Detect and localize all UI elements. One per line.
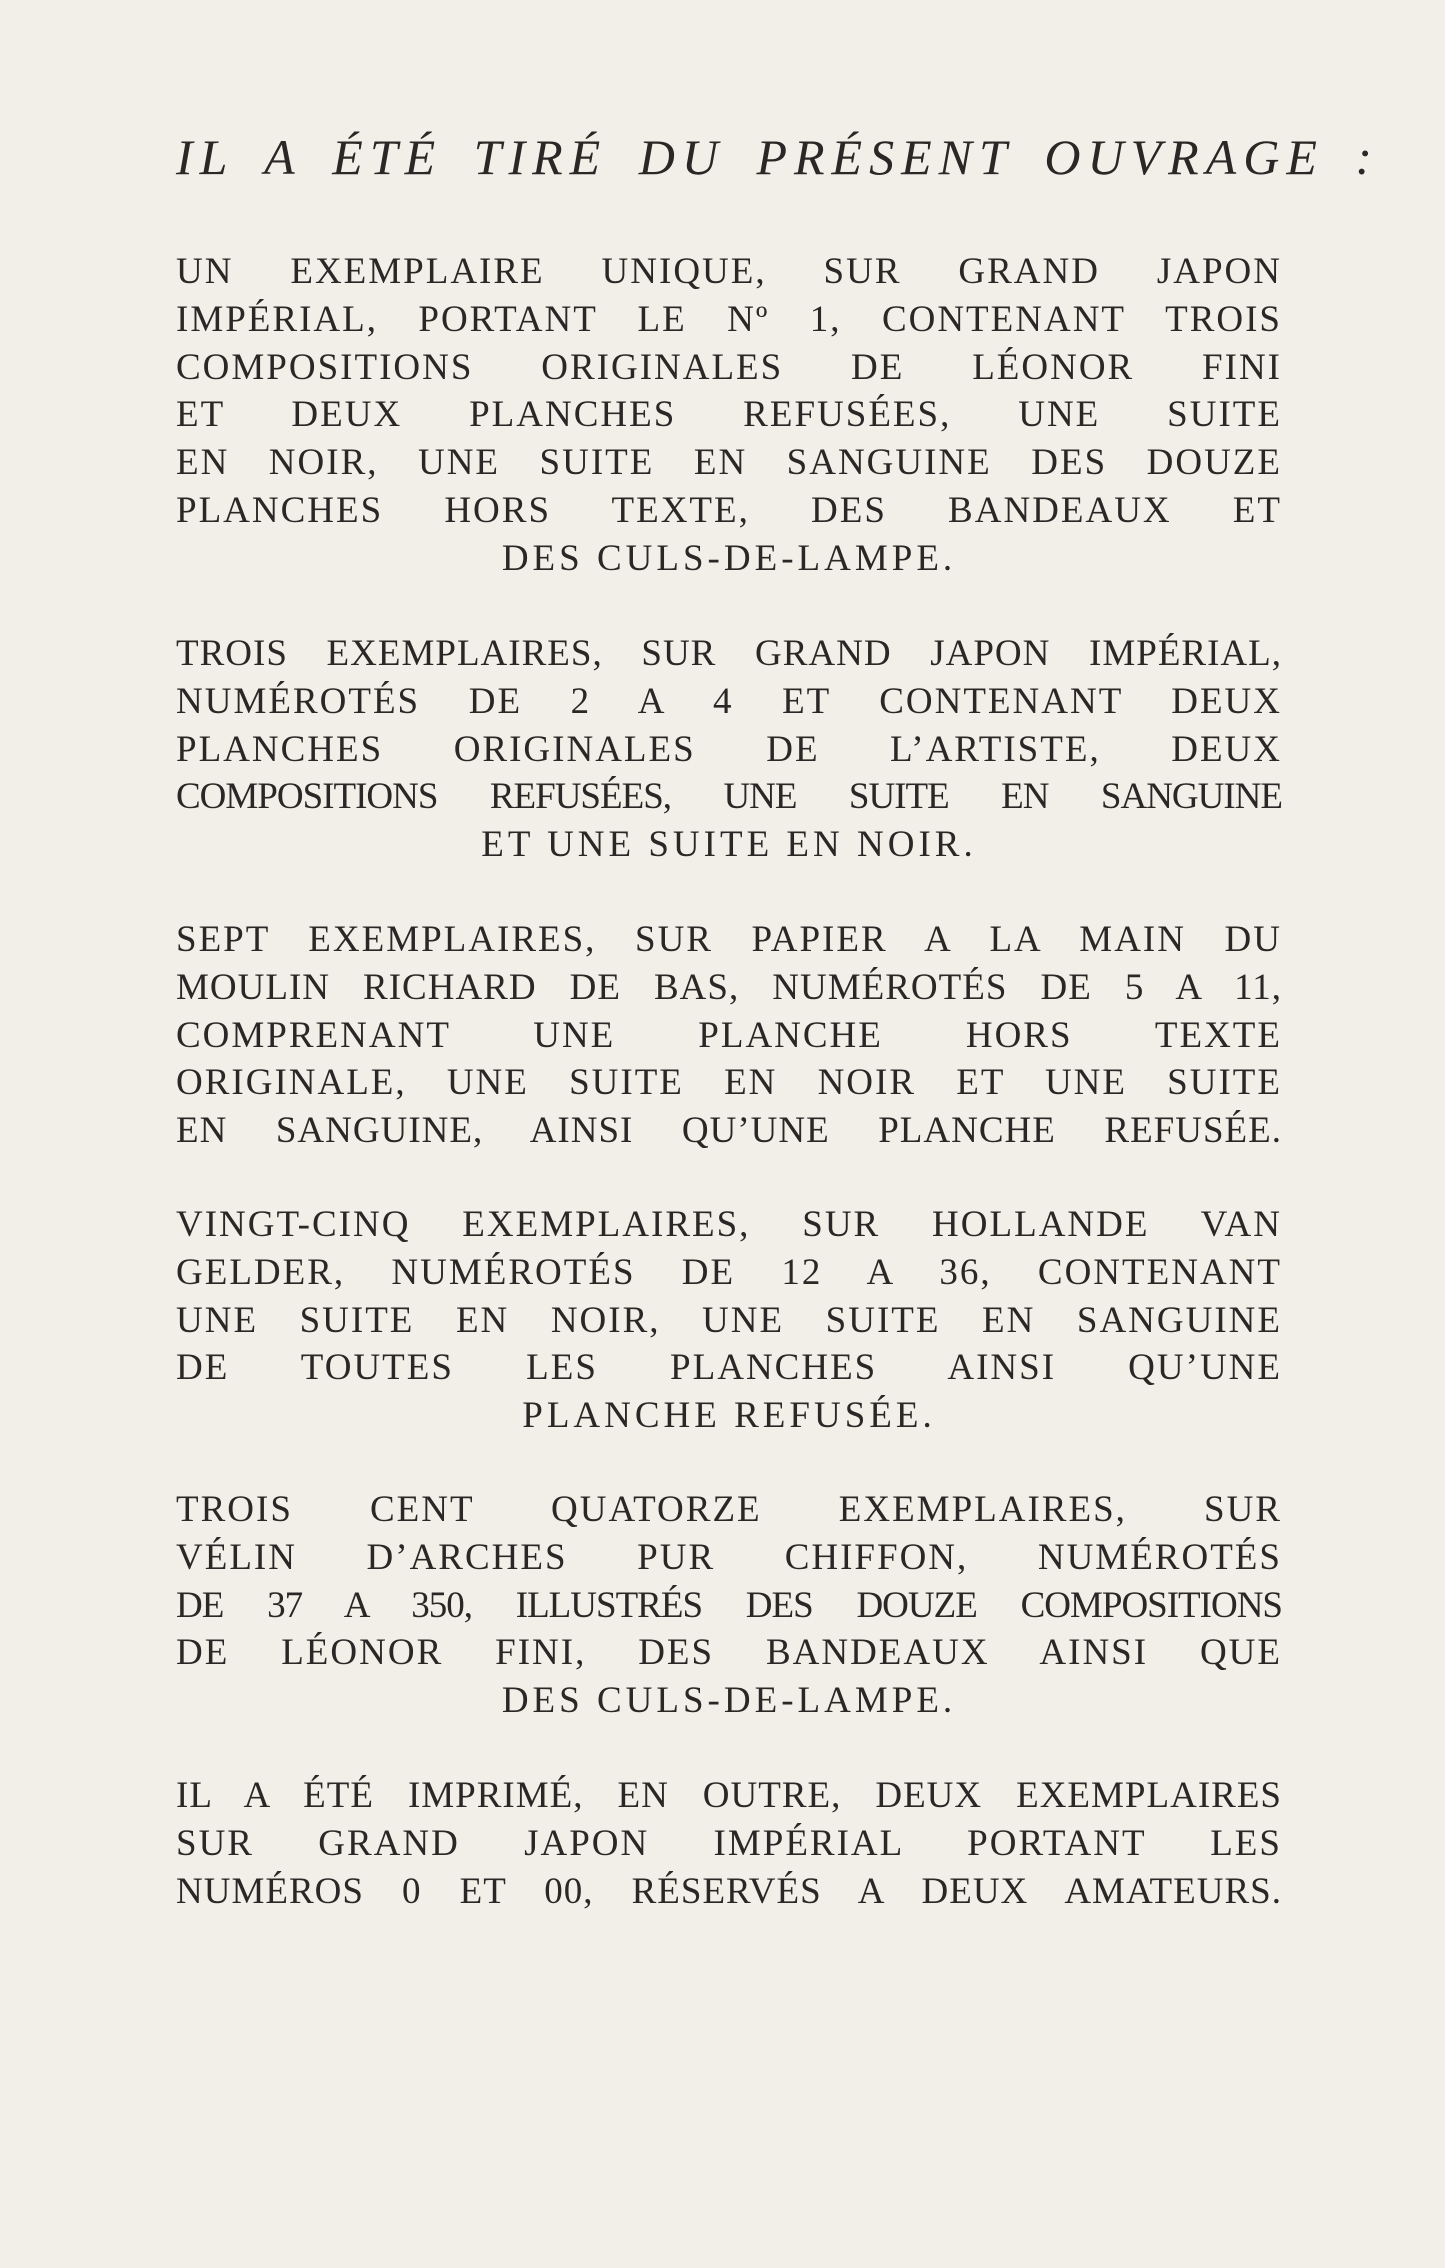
paragraph-additional-copies bbox=[176, 1772, 1282, 1915]
text-line: ET UNE SUITE EN NOIR. bbox=[481, 824, 977, 866]
text-line: GELDER, NUMÉROTÉS DE 12 A 36, CONTENANT bbox=[176, 1251, 1282, 1293]
text-line: IMPÉRIAL, PORTANT LE Nº 1, CONTENANT TROIS bbox=[176, 298, 1282, 340]
text-line: IL A ÉTÉ IMPRIMÉ, EN OUTRE, DEUX EXEMPLAIRES bbox=[176, 1775, 1282, 1816]
text-line: UN EXEMPLAIRE UNIQUE, SUR GRAND JAPON bbox=[176, 251, 1282, 292]
text-line: DES CULS-DE-LAMPE. bbox=[501, 537, 957, 579]
text-line: PLANCHE REFUSÉE. bbox=[522, 1395, 936, 1437]
text-line: EN NOIR, UNE SUITE EN SANGUINE DES DOUZE bbox=[176, 442, 1282, 484]
text-line: DE TOUTES LES PLANCHES AINSI QU’UNE bbox=[176, 1347, 1282, 1389]
text-line: SEPT EXEMPLAIRES, SUR PAPIER A LA MAIN DU bbox=[176, 919, 1282, 960]
text-line: ORIGINALE, UNE SUITE EN NOIR ET UNE SUITE bbox=[176, 1062, 1282, 1104]
text-line: PLANCHES HORS TEXTE, DES BANDEAUX ET bbox=[176, 489, 1282, 531]
text-line: VÉLIN D’ARCHES PUR CHIFFON, NUMÉROTÉS bbox=[176, 1536, 1282, 1578]
paragraph-japon-copies bbox=[176, 630, 1282, 869]
text-line: TROIS EXEMPLAIRES, SUR GRAND JAPON IMPÉRIAL, bbox=[176, 633, 1282, 674]
paragraph-unique-copy bbox=[176, 248, 1282, 583]
text-line: MOULIN RICHARD DE BAS, NUMÉROTÉS DE 5 A 11, bbox=[176, 966, 1282, 1008]
text-line: VINGT-CINQ EXEMPLAIRES, SUR HOLLANDE VAN bbox=[176, 1204, 1282, 1245]
text-line: COMPOSITIONS REFUSÉES, UNE SUITE EN SANGUINE bbox=[176, 776, 1282, 818]
paragraph-moulin-copies bbox=[176, 916, 1282, 1155]
text-line: COMPRENANT UNE PLANCHE HORS TEXTE bbox=[176, 1014, 1282, 1056]
text-line: PLANCHES ORIGINALES DE L’ARTISTE, DEUX bbox=[176, 728, 1282, 770]
text-line: COMPOSITIONS ORIGINALES DE LÉONOR FINI bbox=[176, 346, 1282, 388]
page-heading: IL A ÉTÉ TIRÉ DU PRÉSENT OUVRAGE : bbox=[176, 129, 1380, 185]
text-line: SUR GRAND JAPON IMPÉRIAL PORTANT LES bbox=[176, 1822, 1282, 1864]
text-line: ET DEUX PLANCHES REFUSÉES, UNE SUITE bbox=[176, 394, 1282, 436]
text-line: UNE SUITE EN NOIR, UNE SUITE EN SANGUINE bbox=[176, 1299, 1282, 1341]
text-line: DE 37 A 350, ILLUSTRÉS DES DOUZE COMPOSITIONS bbox=[176, 1584, 1282, 1626]
text-line: DE LÉONOR FINI, DES BANDEAUX AINSI QUE bbox=[176, 1632, 1282, 1674]
paragraph-velin-copies bbox=[176, 1486, 1282, 1725]
text-line: NUMÉROTÉS DE 2 A 4 ET CONTENANT DEUX bbox=[176, 680, 1282, 722]
text-line: EN SANGUINE, AINSI QU’UNE PLANCHE REFUSÉE. bbox=[176, 1110, 1282, 1152]
text-line: NUMÉROS 0 ET 00, RÉSERVÉS A DEUX AMATEURS. bbox=[176, 1870, 1282, 1912]
paragraph-hollande-copies bbox=[176, 1201, 1282, 1440]
text-line: TROIS CENT QUATORZE EXEMPLAIRES, SUR bbox=[176, 1489, 1282, 1530]
text-line: DES CULS-DE-LAMPE. bbox=[501, 1680, 957, 1722]
